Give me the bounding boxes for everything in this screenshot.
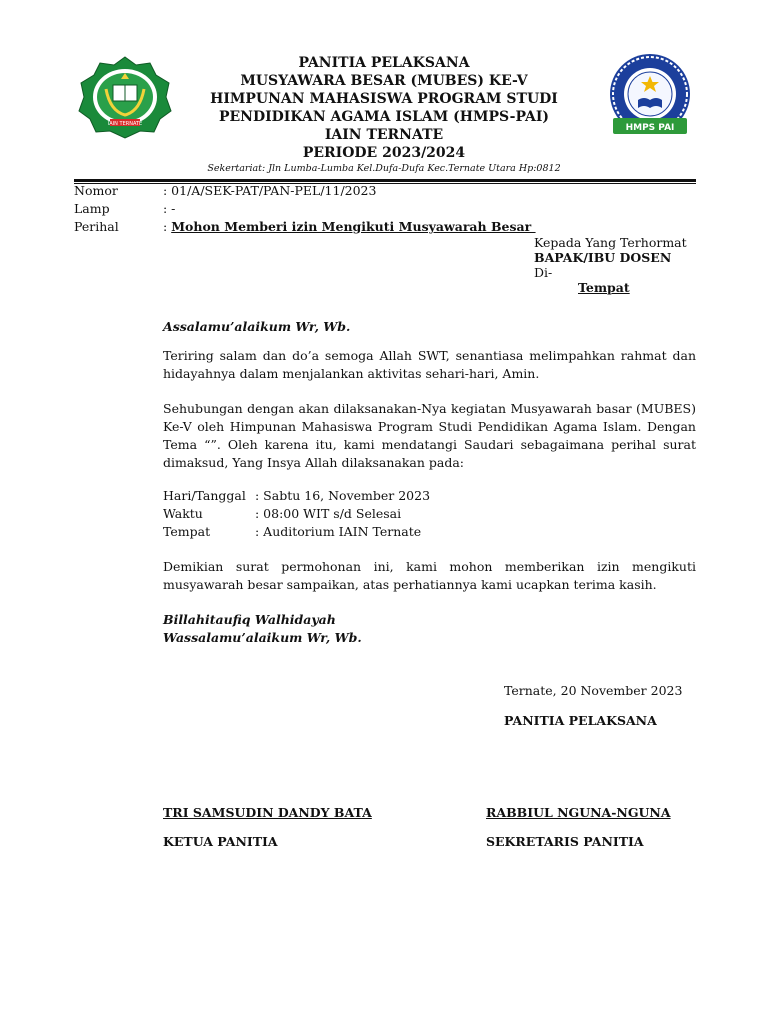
- tempat-value: : Auditorium IAIN Ternate: [255, 524, 422, 539]
- closing-line-1: Billahitaufiq Walhidayah: [163, 612, 336, 627]
- left-signatory-role: KETUA PANITIA: [163, 834, 278, 849]
- recipient-line-3: Di-: [534, 265, 553, 280]
- recipient-line-1: Kepada Yang Terhormat: [534, 235, 687, 250]
- nomor-label: Nomor: [74, 183, 118, 198]
- header-line-3: HIMPUNAN MAHASISWA PROGRAM STUDI: [210, 91, 558, 107]
- perihal-label: Perihal: [74, 219, 119, 234]
- secretariat-address: Sekertariat: Jln Lumba-Lumba Kel.Dufa-Dufa Kec.Ternate Utara Hp:0812: [207, 163, 561, 174]
- right-signatory-role: SEKRETARIS PANITIA: [486, 834, 644, 849]
- paragraph-event: Sehubungan dengan akan dilaksanakan-Nya kegiatan Musyawarah basar (MUBES) Ke-V oleh Himpunan Mahasiswa Program Studi Pendidikan Agama Islam. Dengan Tema “”. Oleh karena itu, kami mendatangi Saudari sebagaimana perihal surat dimaksud, Yang Insya Allah dilaksanakan pada:: [163, 401, 696, 470]
- iain-logo-text: IAIN TERNATE: [107, 121, 143, 127]
- greeting: Assalamu’alaikum Wr, Wb.: [163, 319, 351, 334]
- waktu-label: Waktu: [163, 506, 203, 521]
- recipient-line-4: Tempat: [578, 280, 630, 295]
- paragraph-closing: Demikian surat permohonan ini, kami mohon memberikan izin mengikuti musyawarah besar sampaikan, atas perhatiannya kami ucapkan terima kasih.: [163, 559, 696, 592]
- right-signatory-name: RABBIUL NGUNA-NGUNA: [486, 805, 671, 820]
- hmps-pai-banner-text: HMPS PAI: [625, 123, 675, 133]
- perihal-subject: Mohon Memberi izin Mengikuti Musyawarah Besar: [171, 219, 536, 234]
- perihal-value: [163, 219, 536, 234]
- committee-label: PANITIA PELAKSANA: [504, 713, 657, 728]
- recipient-line-2: BAPAK/IBU DOSEN: [534, 250, 672, 265]
- nomor-value: : 01/A/SEK-PAT/PAN-PEL/11/2023: [163, 183, 377, 198]
- header-line-6: PERIODE 2023/2024: [302, 145, 466, 161]
- tempat-label: Tempat: [163, 524, 211, 539]
- waktu-value: : 08:00 WIT s/d Selesai: [255, 506, 402, 521]
- closing-line-2: Wassalamu’alaikum Wr, Wb.: [163, 630, 362, 645]
- hari-label: Hari/Tanggal: [163, 488, 246, 503]
- header-line-2: MUSYAWARA BESAR (MUBES) KE-V: [240, 73, 528, 89]
- header-divider-thick: [74, 179, 696, 182]
- header-line-4: PENDIDIKAN AGAMA ISLAM (HMPS-PAI): [218, 109, 549, 125]
- paragraph-opening: Teriring salam dan do’a semoga Allah SWT, senantiasa melimpahkan rahmat dan hidayahnya dalam menjalankan aktivitas sehari-hari, Amin.: [163, 348, 696, 381]
- header-line-1: PANITIA PELAKSANA: [298, 55, 470, 71]
- perihal-colon: :: [163, 219, 172, 234]
- hari-value: : Sabtu 16, November 2023: [255, 488, 431, 503]
- place-date: Ternate, 20 November 2023: [504, 683, 683, 698]
- left-signatory-name: TRI SAMSUDIN DANDY BATA: [163, 805, 372, 820]
- lamp-label: Lamp: [74, 201, 110, 216]
- lamp-value: : -: [163, 201, 176, 216]
- header-line-5: IAIN TERNATE: [324, 127, 444, 143]
